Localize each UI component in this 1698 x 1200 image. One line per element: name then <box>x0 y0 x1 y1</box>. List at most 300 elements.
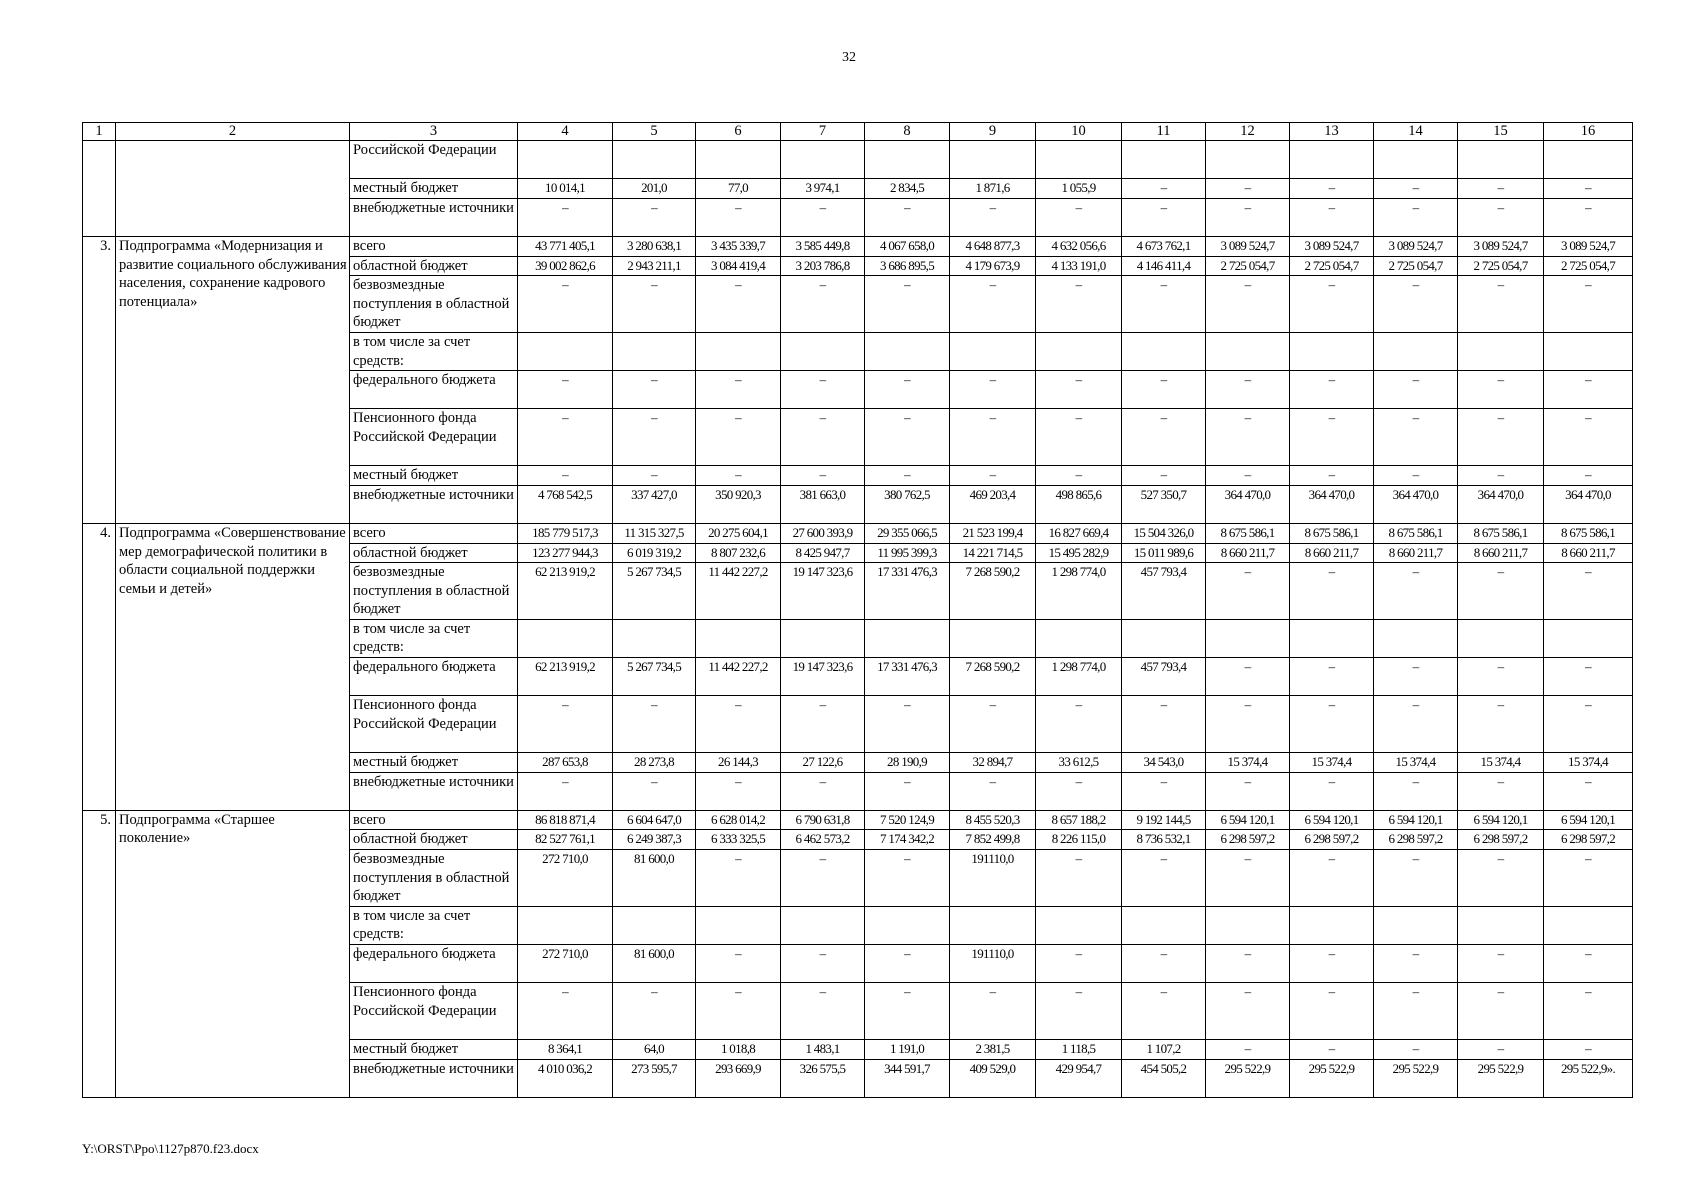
value-cell: 6 298 597,2 <box>1206 830 1290 850</box>
value-cell: – <box>1036 945 1122 983</box>
value-cell: 4 067 658,0 <box>865 236 950 256</box>
value-cell: 191110,0 <box>950 945 1036 983</box>
value-cell: – <box>1122 198 1206 236</box>
value-cell: 6 019 319,2 <box>613 543 696 563</box>
value-cell <box>518 332 613 370</box>
value-cell: – <box>518 371 613 409</box>
value-cell: – <box>1374 1040 1458 1060</box>
value-cell: – <box>1290 276 1374 333</box>
table-row <box>83 236 1633 256</box>
value-cell <box>781 619 865 657</box>
value-cell: 337 427,0 <box>613 485 696 523</box>
value-cell: 1 298 774,0 <box>1036 563 1122 620</box>
value-cell: 4 179 673,9 <box>950 256 1036 276</box>
header-cell: 15 <box>1458 123 1544 141</box>
value-cell: – <box>950 198 1036 236</box>
value-cell <box>1036 141 1122 179</box>
value-cell: – <box>1122 696 1206 753</box>
value-cell: – <box>696 276 781 333</box>
subprogram-name <box>116 141 350 237</box>
value-cell <box>1374 332 1458 370</box>
value-cell: – <box>1290 772 1374 810</box>
value-cell: – <box>950 772 1036 810</box>
funding-source: всего <box>350 810 518 830</box>
value-cell: – <box>1290 409 1374 466</box>
value-cell: – <box>1206 945 1290 983</box>
value-cell: – <box>1290 850 1374 907</box>
value-cell: – <box>696 409 781 466</box>
funding-source: в том числе за счет средств: <box>350 332 518 370</box>
value-cell: 8 364,1 <box>518 1040 613 1060</box>
value-cell: 123 277 944,3 <box>518 543 613 563</box>
value-cell: 326 575,5 <box>781 1059 865 1097</box>
value-cell: 15 374,4 <box>1458 753 1544 773</box>
value-cell: – <box>1374 850 1458 907</box>
value-cell: 15 011 989,6 <box>1122 543 1206 563</box>
funding-source: областной бюджет <box>350 543 518 563</box>
value-cell: 2 725 054,7 <box>1290 256 1374 276</box>
subprogram-name: Подпрограмма «Модернизация и развитие социального обслуживания населения, сохранение кадрового потенциала» <box>116 236 350 523</box>
value-cell: 34 543,0 <box>1122 753 1206 773</box>
value-cell: – <box>1290 563 1374 620</box>
value-cell: – <box>518 276 613 333</box>
value-cell: 20 275 604,1 <box>696 523 781 543</box>
header-cell: 2 <box>116 123 350 141</box>
value-cell: – <box>1122 276 1206 333</box>
value-cell <box>1544 906 1633 944</box>
value-cell <box>865 332 950 370</box>
value-cell: – <box>1374 371 1458 409</box>
table-row <box>83 810 1633 830</box>
value-cell: 2 725 054,7 <box>1374 256 1458 276</box>
value-cell <box>865 141 950 179</box>
funding-source: внебюджетные источники <box>350 485 518 523</box>
value-cell: – <box>1544 945 1633 983</box>
value-cell: – <box>1290 1040 1374 1060</box>
value-cell: – <box>696 983 781 1040</box>
funding-source: внебюджетные источники <box>350 772 518 810</box>
value-cell: 293 669,9 <box>696 1059 781 1097</box>
value-cell: – <box>696 466 781 486</box>
value-cell: – <box>1206 983 1290 1040</box>
value-cell: 6 333 325,5 <box>696 830 781 850</box>
value-cell: – <box>1122 409 1206 466</box>
value-cell: 6 298 597,2 <box>1374 830 1458 850</box>
value-cell: – <box>613 696 696 753</box>
value-cell: 3 089 524,7 <box>1458 236 1544 256</box>
value-cell: – <box>1374 945 1458 983</box>
value-cell: 1 871,6 <box>950 179 1036 199</box>
value-cell: 27 600 393,9 <box>781 523 865 543</box>
value-cell <box>696 619 781 657</box>
value-cell: – <box>1544 179 1633 199</box>
subprogram-name: Подпрограмма «Совершенствование мер демографической политики в области социальной поддержки семьи и детей» <box>116 523 350 810</box>
funding-source: всего <box>350 523 518 543</box>
value-cell: – <box>1544 696 1633 753</box>
value-cell: – <box>696 850 781 907</box>
value-cell: 9 192 144,5 <box>1122 810 1206 830</box>
value-cell: – <box>1544 563 1633 620</box>
value-cell: – <box>1374 563 1458 620</box>
value-cell: – <box>1206 563 1290 620</box>
funding-source: местный бюджет <box>350 466 518 486</box>
value-cell <box>613 619 696 657</box>
funding-source: областной бюджет <box>350 830 518 850</box>
value-cell: 7 852 499,8 <box>950 830 1036 850</box>
value-cell <box>1036 332 1122 370</box>
subprogram-index: 4. <box>83 523 116 810</box>
table-row <box>83 141 1633 179</box>
header-cell: 12 <box>1206 123 1290 141</box>
value-cell: 6 628 014,2 <box>696 810 781 830</box>
value-cell: 454 505,2 <box>1122 1059 1206 1097</box>
value-cell: 3 974,1 <box>781 179 865 199</box>
value-cell <box>613 141 696 179</box>
value-cell: – <box>1036 466 1122 486</box>
value-cell: – <box>1458 198 1544 236</box>
value-cell: – <box>1122 466 1206 486</box>
value-cell: – <box>1374 983 1458 1040</box>
value-cell: – <box>1458 850 1544 907</box>
header-cell: 6 <box>696 123 781 141</box>
value-cell: – <box>518 772 613 810</box>
value-cell: – <box>1206 696 1290 753</box>
value-cell: 7 268 590,2 <box>950 658 1036 696</box>
value-cell: 32 894,7 <box>950 753 1036 773</box>
value-cell <box>1290 141 1374 179</box>
value-cell: 4 133 191,0 <box>1036 256 1122 276</box>
value-cell: 28 273,8 <box>613 753 696 773</box>
value-cell: – <box>1544 371 1633 409</box>
value-cell: – <box>518 409 613 466</box>
funding-source: внебюджетные источники <box>350 1059 518 1097</box>
funding-source: безвозмездные поступления в областной бюджет <box>350 563 518 620</box>
value-cell <box>1458 141 1544 179</box>
value-cell: – <box>1290 983 1374 1040</box>
value-cell: 3 686 895,5 <box>865 256 950 276</box>
value-cell: 3 089 524,7 <box>1206 236 1290 256</box>
value-cell: 5 267 734,5 <box>613 563 696 620</box>
value-cell: 6 462 573,2 <box>781 830 865 850</box>
value-cell: 14 221 714,5 <box>950 543 1036 563</box>
value-cell <box>613 906 696 944</box>
value-cell: 8 736 532,1 <box>1122 830 1206 850</box>
value-cell: 2 725 054,7 <box>1206 256 1290 276</box>
value-cell: 3 084 419,4 <box>696 256 781 276</box>
value-cell: 2 381,5 <box>950 1040 1036 1060</box>
value-cell: 3 089 524,7 <box>1374 236 1458 256</box>
funding-source: внебюджетные источники <box>350 198 518 236</box>
value-cell <box>613 332 696 370</box>
header-cell: 16 <box>1544 123 1633 141</box>
value-cell: 39 002 862,6 <box>518 256 613 276</box>
value-cell: – <box>950 466 1036 486</box>
value-cell: 8 226 115,0 <box>1036 830 1122 850</box>
value-cell <box>1206 619 1290 657</box>
value-cell: 380 762,5 <box>865 485 950 523</box>
value-cell: – <box>781 850 865 907</box>
value-cell: – <box>1544 850 1633 907</box>
funding-source: местный бюджет <box>350 1040 518 1060</box>
value-cell: 6 604 647,0 <box>613 810 696 830</box>
value-cell: 19 147 323,6 <box>781 563 865 620</box>
value-cell: 1 107,2 <box>1122 1040 1206 1060</box>
value-cell: 43 771 405,1 <box>518 236 613 256</box>
value-cell: 81 600,0 <box>613 945 696 983</box>
value-cell: 8 675 586,1 <box>1374 523 1458 543</box>
value-cell: 8 675 586,1 <box>1206 523 1290 543</box>
header-cell: 1 <box>83 123 116 141</box>
value-cell <box>1458 906 1544 944</box>
value-cell: 86 818 871,4 <box>518 810 613 830</box>
value-cell: 77,0 <box>696 179 781 199</box>
funding-source: безвозмездные поступления в областной бюджет <box>350 850 518 907</box>
value-cell: – <box>696 371 781 409</box>
value-cell: – <box>1036 276 1122 333</box>
value-cell: – <box>1458 179 1544 199</box>
value-cell: 295 522,9 <box>1290 1059 1374 1097</box>
value-cell <box>1206 332 1290 370</box>
value-cell: – <box>865 371 950 409</box>
value-cell: – <box>865 198 950 236</box>
value-cell <box>1036 906 1122 944</box>
value-cell: 17 331 476,3 <box>865 658 950 696</box>
value-cell: – <box>865 409 950 466</box>
value-cell: 429 954,7 <box>1036 1059 1122 1097</box>
value-cell: 4 768 542,5 <box>518 485 613 523</box>
value-cell: 8 660 211,7 <box>1290 543 1374 563</box>
value-cell: – <box>613 198 696 236</box>
value-cell: – <box>865 850 950 907</box>
value-cell: – <box>1036 198 1122 236</box>
value-cell: 3 089 524,7 <box>1290 236 1374 256</box>
value-cell: – <box>1206 658 1290 696</box>
value-cell: 7 268 590,2 <box>950 563 1036 620</box>
value-cell: 15 495 282,9 <box>1036 543 1122 563</box>
value-cell: 469 203,4 <box>950 485 1036 523</box>
value-cell: – <box>781 696 865 753</box>
value-cell: 11 995 399,3 <box>865 543 950 563</box>
value-cell: 4 648 877,3 <box>950 236 1036 256</box>
value-cell: 364 470,0 <box>1206 485 1290 523</box>
value-cell: 8 660 211,7 <box>1374 543 1458 563</box>
value-cell: – <box>1206 850 1290 907</box>
value-cell: – <box>781 276 865 333</box>
value-cell: 26 144,3 <box>696 753 781 773</box>
value-cell: – <box>1122 983 1206 1040</box>
value-cell: – <box>696 772 781 810</box>
value-cell: 201,0 <box>613 179 696 199</box>
value-cell: – <box>781 772 865 810</box>
value-cell: – <box>1374 276 1458 333</box>
value-cell <box>1458 619 1544 657</box>
value-cell: 19 147 323,6 <box>781 658 865 696</box>
value-cell: – <box>1036 983 1122 1040</box>
value-cell: – <box>1458 466 1544 486</box>
page-number: 32 <box>842 50 856 65</box>
value-cell: 457 793,4 <box>1122 563 1206 620</box>
value-cell: 295 522,9 <box>1206 1059 1290 1097</box>
value-cell: – <box>613 371 696 409</box>
value-cell: – <box>1458 371 1544 409</box>
value-cell: 6 594 120,1 <box>1290 810 1374 830</box>
value-cell: – <box>1290 198 1374 236</box>
value-cell: 8 675 586,1 <box>1544 523 1633 543</box>
value-cell: – <box>865 696 950 753</box>
value-cell <box>950 141 1036 179</box>
table-row <box>83 523 1633 543</box>
funding-source: всего <box>350 236 518 256</box>
value-cell: 2 943 211,1 <box>613 256 696 276</box>
value-cell <box>1374 141 1458 179</box>
funding-source: областной бюджет <box>350 256 518 276</box>
value-cell: 1 298 774,0 <box>1036 658 1122 696</box>
value-cell: 295 522,9». <box>1544 1059 1633 1097</box>
value-cell: 272 710,0 <box>518 850 613 907</box>
value-cell: 364 470,0 <box>1544 485 1633 523</box>
value-cell: 185 779 517,3 <box>518 523 613 543</box>
funding-source: Пенсионного фонда Российской Федерации <box>350 409 518 466</box>
header-cell: 14 <box>1374 123 1458 141</box>
header-cell: 13 <box>1290 123 1374 141</box>
value-cell: – <box>1544 772 1633 810</box>
value-cell: – <box>950 409 1036 466</box>
value-cell <box>1122 332 1206 370</box>
value-cell <box>781 906 865 944</box>
value-cell: – <box>1206 1040 1290 1060</box>
value-cell: – <box>1290 658 1374 696</box>
value-cell <box>1290 332 1374 370</box>
value-cell: 6 594 120,1 <box>1206 810 1290 830</box>
value-cell: – <box>865 772 950 810</box>
value-cell: 344 591,7 <box>865 1059 950 1097</box>
value-cell: – <box>950 983 1036 1040</box>
value-cell: 4 673 762,1 <box>1122 236 1206 256</box>
value-cell: 17 331 476,3 <box>865 563 950 620</box>
value-cell <box>1374 906 1458 944</box>
value-cell: – <box>781 945 865 983</box>
value-cell: 7 174 342,2 <box>865 830 950 850</box>
value-cell: 15 504 326,0 <box>1122 523 1206 543</box>
value-cell: 11 442 227,2 <box>696 658 781 696</box>
value-cell: – <box>1290 466 1374 486</box>
value-cell: – <box>865 276 950 333</box>
value-cell: 1 118,5 <box>1036 1040 1122 1060</box>
value-cell: – <box>781 409 865 466</box>
value-cell: – <box>1206 198 1290 236</box>
value-cell: 5 267 734,5 <box>613 658 696 696</box>
value-cell <box>1036 619 1122 657</box>
value-cell: 295 522,9 <box>1458 1059 1544 1097</box>
value-cell: 3 435 339,7 <box>696 236 781 256</box>
value-cell: – <box>865 983 950 1040</box>
value-cell <box>781 141 865 179</box>
value-cell: 498 865,6 <box>1036 485 1122 523</box>
value-cell: 6 249 387,3 <box>613 830 696 850</box>
header-row <box>83 123 1633 141</box>
value-cell: 7 520 124,9 <box>865 810 950 830</box>
value-cell <box>950 332 1036 370</box>
value-cell <box>950 619 1036 657</box>
value-cell: – <box>1458 945 1544 983</box>
value-cell: 1 055,9 <box>1036 179 1122 199</box>
value-cell <box>1374 619 1458 657</box>
value-cell: 364 470,0 <box>1374 485 1458 523</box>
subprogram-index <box>83 141 116 237</box>
value-cell: 4 146 411,4 <box>1122 256 1206 276</box>
value-cell: 8 657 188,2 <box>1036 810 1122 830</box>
value-cell <box>518 141 613 179</box>
value-cell: – <box>1290 371 1374 409</box>
value-cell: – <box>1458 1040 1544 1060</box>
value-cell: – <box>1290 945 1374 983</box>
value-cell: – <box>1374 179 1458 199</box>
value-cell: 8 455 520,3 <box>950 810 1036 830</box>
value-cell: – <box>1458 772 1544 810</box>
value-cell: – <box>1544 276 1633 333</box>
value-cell: – <box>1206 371 1290 409</box>
value-cell: 8 807 232,6 <box>696 543 781 563</box>
value-cell: – <box>613 276 696 333</box>
value-cell: 6 298 597,2 <box>1458 830 1544 850</box>
value-cell <box>1544 141 1633 179</box>
value-cell: 6 594 120,1 <box>1374 810 1458 830</box>
value-cell: 6 594 120,1 <box>1458 810 1544 830</box>
value-cell: – <box>865 945 950 983</box>
value-cell: 16 827 669,4 <box>1036 523 1122 543</box>
value-cell: 11 315 327,5 <box>613 523 696 543</box>
value-cell: – <box>1544 658 1633 696</box>
value-cell: – <box>1036 696 1122 753</box>
value-cell: – <box>613 409 696 466</box>
file-path: Y:\ORST\Ppo\1127p870.f23.docx <box>82 1141 259 1156</box>
value-cell: – <box>696 198 781 236</box>
value-cell: – <box>1122 850 1206 907</box>
subprogram-name: Подпрограмма «Старшее поколение» <box>116 810 350 1097</box>
value-cell: 409 529,0 <box>950 1059 1036 1097</box>
budget-table <box>82 122 1633 1098</box>
value-cell: 33 612,5 <box>1036 753 1122 773</box>
value-cell <box>696 141 781 179</box>
value-cell: 8 675 586,1 <box>1290 523 1374 543</box>
value-cell: – <box>781 371 865 409</box>
value-cell: 8 660 211,7 <box>1458 543 1544 563</box>
header-cell: 11 <box>1122 123 1206 141</box>
value-cell: – <box>613 466 696 486</box>
value-cell: 381 663,0 <box>781 485 865 523</box>
value-cell: – <box>865 466 950 486</box>
value-cell: 81 600,0 <box>613 850 696 907</box>
value-cell: – <box>1206 466 1290 486</box>
funding-source: Российской Федерации <box>350 141 518 179</box>
value-cell <box>1458 332 1544 370</box>
value-cell: – <box>1458 658 1544 696</box>
value-cell: – <box>1036 772 1122 810</box>
value-cell: – <box>1458 409 1544 466</box>
value-cell: 62 213 919,2 <box>518 658 613 696</box>
value-cell: 4 010 036,2 <box>518 1059 613 1097</box>
value-cell: – <box>518 466 613 486</box>
value-cell: 272 710,0 <box>518 945 613 983</box>
value-cell: 457 793,4 <box>1122 658 1206 696</box>
value-cell: 3 280 638,1 <box>613 236 696 256</box>
value-cell: – <box>781 198 865 236</box>
funding-source: Пенсионного фонда Российской Федерации <box>350 696 518 753</box>
value-cell: 295 522,9 <box>1374 1059 1458 1097</box>
subprogram-index: 3. <box>83 236 116 523</box>
value-cell: – <box>1374 198 1458 236</box>
value-cell: – <box>1458 696 1544 753</box>
